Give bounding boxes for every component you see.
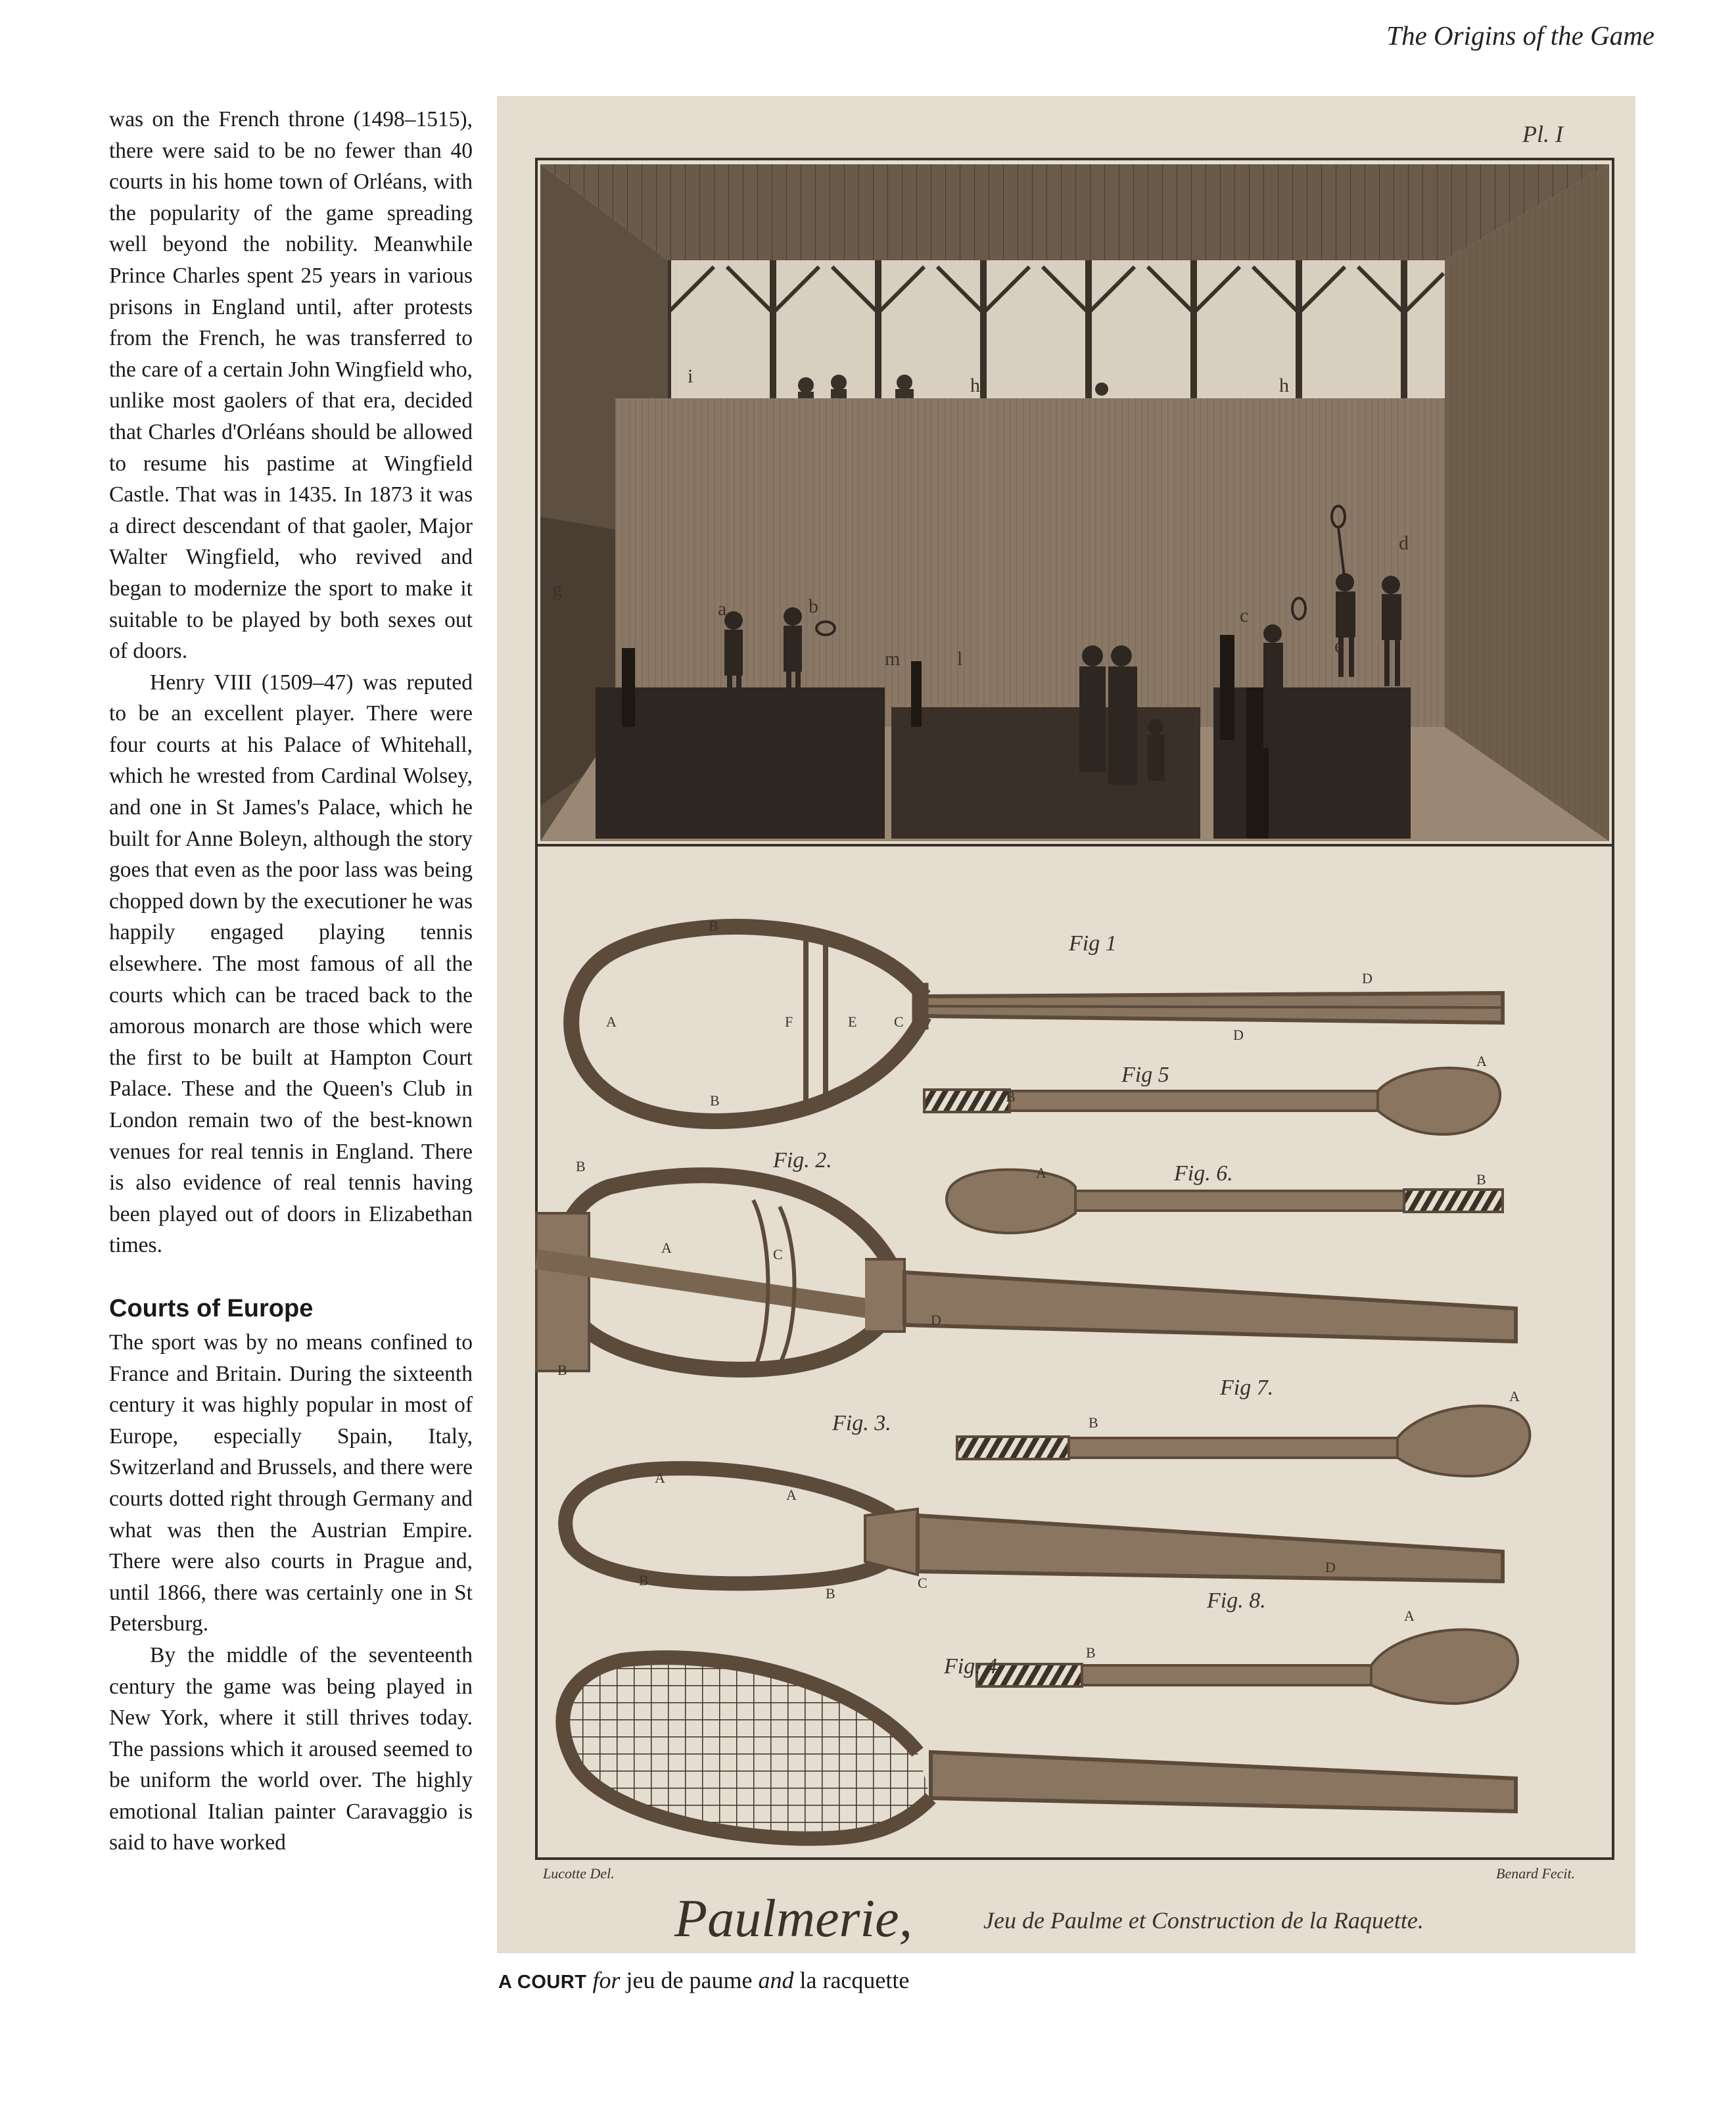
letter-e: e [1334,635,1344,657]
letter-c: c [1240,605,1249,626]
fig6-label: Fig. 6. [1174,1161,1233,1186]
fig5-part-a: A [1476,1053,1487,1069]
caption-jeu-de-paume: jeu de paume [626,1967,753,1993]
fig7-part-a: A [1509,1388,1520,1404]
section-heading: Courts of Europe [109,1294,314,1322]
fig8-part-a: A [1404,1608,1415,1624]
fig2-part-c: C [773,1246,783,1263]
caption-la-racquette: la racquette [799,1967,910,1993]
fig1-part-b2: B [710,1092,720,1109]
credit-right: Benard Fecit. [1496,1865,1576,1882]
fig3-part-a: A [655,1470,665,1486]
fig5-label: Fig 5 [1121,1063,1169,1087]
image-caption [498,1966,909,1994]
plate-subtitle: Jeu de Paulme et Construction de la Raquette. [983,1907,1424,1934]
engraving-svg [497,96,1635,1953]
fig1-part-e: E [848,1013,857,1030]
fig1-part-d: D [1362,970,1372,986]
fig2-part-a: A [661,1240,672,1256]
fig2-part-b: B [576,1158,586,1174]
letter-b: b [809,595,818,617]
credit-left: Lucotte Del. [543,1865,615,1882]
caption-word-and: and [758,1967,794,1993]
paragraph-1: was on the French throne (1498–1515), there were said to be no fewer than 40 courts in his home town of Orléans, with the popularity of the game spreading well beyond the nobility. Meanwhile Prince Charles spent 25 years in various prisons in England until, after protests from the French, he was transferred to the care of a certain John Wingfield who, unlike most gaolers of that era, decided that Charles d'Orléans should be allowed to resume his pastime at Wingfield Castle. That was in 1435. In 1873 it was a direct descendant of that gaoler, Major Walter Wingfield, who revived and began to modernize the sport to make it suitable to be played by both sexes out of doors. [109,107,473,664]
letter-l: l [957,648,963,670]
plate-title: Paulmerie, [674,1888,913,1948]
fig8-paddle [977,1630,1518,1704]
fig3-part-a2: A [786,1487,797,1503]
letter-d: d [1399,532,1409,554]
fig4-label: Fig. 4. [944,1654,1003,1679]
caption-label: A COURT [498,1972,587,1993]
letter-a: a [718,598,727,620]
fig7-paddle [957,1406,1530,1476]
fig2-part-b2: B [557,1362,567,1378]
fig3-part-b2: B [826,1585,835,1602]
paragraph-4: By the middle of the seventeenth century the game was being played in New York, where it still thrives today. The passions which it aroused seemed to be uniform the world over. The highly emotional Italian painter Caravaggio is said to have worked [109,1642,473,1855]
fig8-part-b: B [1086,1644,1096,1661]
fig7-label: Fig 7. [1220,1376,1274,1400]
fig3-racquet [565,1468,1503,1583]
fig8-label: Fig. 8. [1207,1589,1266,1613]
fig6-part-b: B [1476,1171,1486,1188]
fig1-part-c: C [894,1013,904,1030]
court-scene [540,164,1609,841]
plate-number: Pl. I [1522,121,1563,147]
fig2-part-d: D [931,1312,941,1328]
letter-m: m [885,648,901,670]
fig3-part-d: D [1325,1559,1336,1575]
letter-h1: h [970,375,980,396]
engraving-plate [497,96,1635,1953]
letter-g: g [552,578,562,600]
body-text [109,104,473,1859]
fig5-part-b: B [1006,1088,1016,1105]
right-barrier [1213,687,1411,839]
fig2-label: Fig. 2. [773,1148,832,1172]
paragraph-3: The sport was by no means confined to France and Britain. During the sixteenth century it was highly popular in most of Europe, especially Spain, Italy, Switzerland and Brussels, and there were courts dotted right through Germany and what was then the Austrian Empire. There were also courts in Prague and, until 1866, there was certainly one in St Petersburg. [109,1330,473,1636]
fig1-part-d2: D [1233,1027,1244,1043]
fig3-part-b: B [639,1572,649,1589]
fig1-part-a: A [606,1013,617,1030]
fig1-part-b: B [709,917,718,934]
fig3-label: Fig. 3. [832,1411,891,1435]
fig6-part-a: A [1036,1165,1046,1181]
fig3-part-c: C [918,1575,927,1591]
fig1-label: Fig 1 [1069,931,1117,956]
caption-word-for: for [592,1967,621,1993]
paragraph-2: Henry VIII (1509–47) was reputed to be an excellent player. There were four courts at his Palace of Whitehall, which he wrested from Cardinal Wolsey, and one in St James's Palace, which he built for Anne Boleyn, although the story goes that even as the poor lass was being chopped down by the executioner he was happily engaged playing tennis elsewhere. The most famous of all the courts which can be traced back to the amorous monarch are those which were the first to be built at Hampton Court Palace. These and the Queen's Club in London remain two of the best-known venues for real tennis in England. There is also evidence of real tennis having been played out of doors in Elizabethan times. [109,670,473,1258]
letter-i: i [688,365,693,387]
fig7-part-b: B [1089,1414,1098,1431]
letter-h2: h [1279,375,1289,396]
racquet-figures [536,927,1530,1838]
running-head: The Origins of the Game [1386,20,1654,51]
fig1-part-f: F [785,1013,793,1030]
